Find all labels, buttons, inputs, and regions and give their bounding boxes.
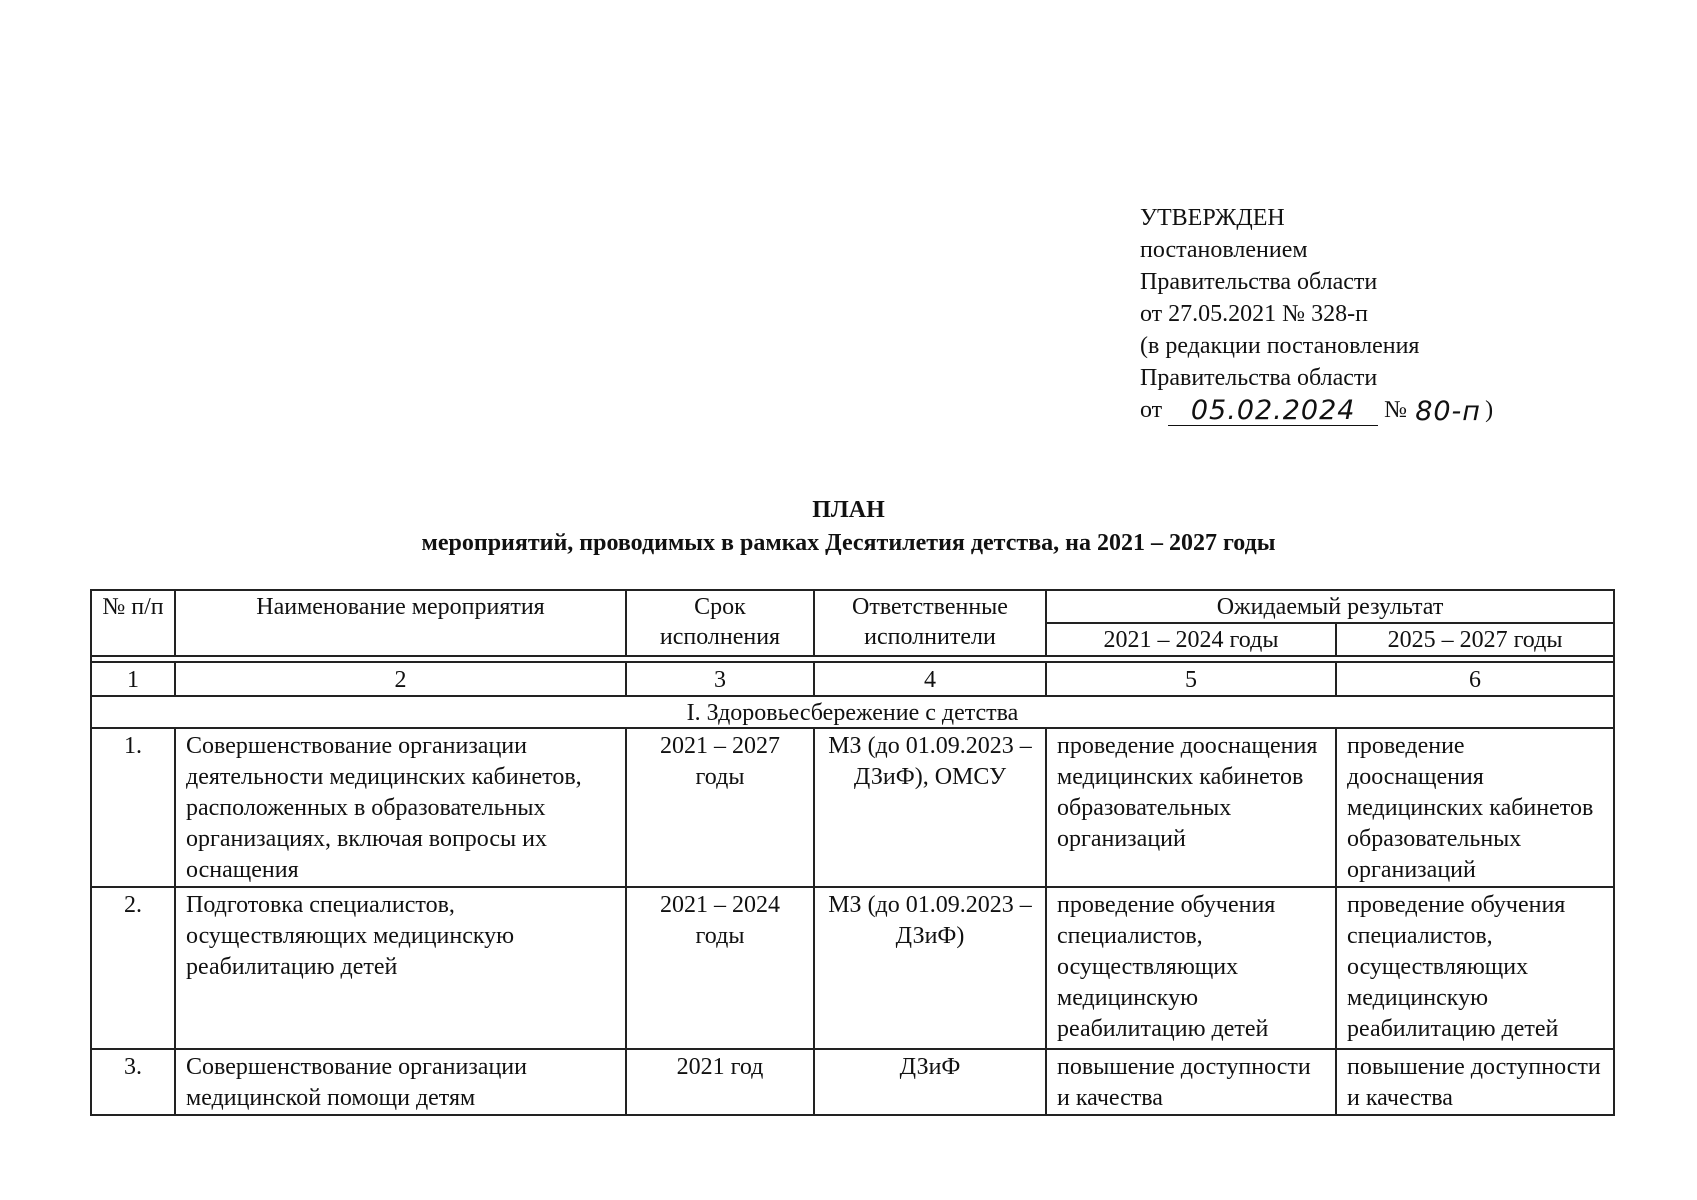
section-title: I. Здоровьесбережение с детства — [91, 696, 1614, 728]
row-responsible: ДЗиФ — [814, 1049, 1046, 1115]
row-term: 2021 – 2027 годы — [626, 728, 814, 887]
row-num: 3. — [91, 1049, 175, 1115]
column-number: 5 — [1046, 662, 1336, 696]
header-result: Ожидаемый результат — [1046, 590, 1614, 623]
document-subtitle: мероприятий, проводимых в рамках Десятилетия детства, на 2021 – 2027 годы — [421, 530, 1276, 556]
document-title: ПЛАН — [812, 497, 885, 523]
header-num: № п/п — [91, 590, 175, 656]
header-responsible: Ответственные исполнители — [814, 590, 1046, 656]
table-row — [91, 887, 1614, 1049]
table-row — [91, 1049, 1614, 1115]
row-term: 2021 – 2024 годы — [626, 887, 814, 1049]
approval-line: от 27.05.2021 № 328-п — [1140, 301, 1368, 327]
row-num: 1. — [91, 728, 175, 887]
row-result-2021: проведение обучения специалистов, осуществляющих медицинскую реабилитацию детей — [1046, 887, 1336, 1049]
row-result-2025: проведение дооснащения медицинских кабинетов образовательных организаций — [1336, 728, 1614, 887]
column-number: 3 — [626, 662, 814, 696]
header-term: Срок исполнения — [626, 590, 814, 656]
row-result-2021: проведение дооснащения медицинских кабинетов образовательных организаций — [1046, 728, 1336, 887]
row-result-2025: повышение доступности и качества — [1336, 1049, 1614, 1115]
row-name: Подготовка специалистов, осуществляющих медицинскую реабилитацию детей — [175, 887, 626, 1049]
number-label: № — [1384, 397, 1408, 423]
approval-line: (в редакции постановления — [1140, 333, 1420, 359]
plan-table — [90, 589, 1615, 1116]
row-num: 2. — [91, 887, 175, 1049]
row-name: Совершенствование организации деятельности медицинских кабинетов, расположенных в образовательных организациях, включая вопросы их оснащения — [175, 728, 626, 887]
header-name: Наименование мероприятия — [175, 590, 626, 656]
column-number: 1 — [91, 662, 175, 696]
row-responsible: МЗ (до 01.09.2023 – ДЗиФ) — [814, 887, 1046, 1049]
row-name: Совершенствование организации медицинской помощи детям — [175, 1049, 626, 1115]
row-result-2021: повышение доступности и качества — [1046, 1049, 1336, 1115]
column-number: 6 — [1336, 662, 1614, 696]
approval-line: УТВЕРЖДЕН — [1140, 205, 1285, 231]
header-row — [91, 590, 1614, 623]
row-result-2025: проведение обучения специалистов, осуществляющих медицинскую реабилитацию детей — [1336, 887, 1614, 1049]
handwritten-number: 80-п — [1415, 396, 1481, 427]
column-number: 2 — [175, 662, 626, 696]
approval-line: постановлением — [1140, 237, 1308, 263]
header-result-2025: 2025 – 2027 годы — [1336, 623, 1614, 656]
approval-line: Правительства области — [1140, 365, 1378, 391]
column-number-row — [91, 662, 1614, 696]
header-result-2021: 2021 – 2024 годы — [1046, 623, 1336, 656]
row-responsible: МЗ (до 01.09.2023 – ДЗиФ), ОМСУ — [814, 728, 1046, 887]
document-title-block — [0, 494, 1697, 560]
closing-paren: ) — [1485, 397, 1494, 423]
handwritten-date: 05.02.2024 — [1168, 397, 1378, 426]
table-row — [91, 728, 1614, 887]
approval-amendment-line — [1140, 394, 1493, 426]
approval-prefix: от — [1140, 397, 1163, 423]
approval-line: Правительства области — [1140, 269, 1378, 295]
column-number: 4 — [814, 662, 1046, 696]
section-row — [91, 696, 1614, 728]
row-term: 2021 год — [626, 1049, 814, 1115]
approval-stamp — [1140, 202, 1493, 426]
